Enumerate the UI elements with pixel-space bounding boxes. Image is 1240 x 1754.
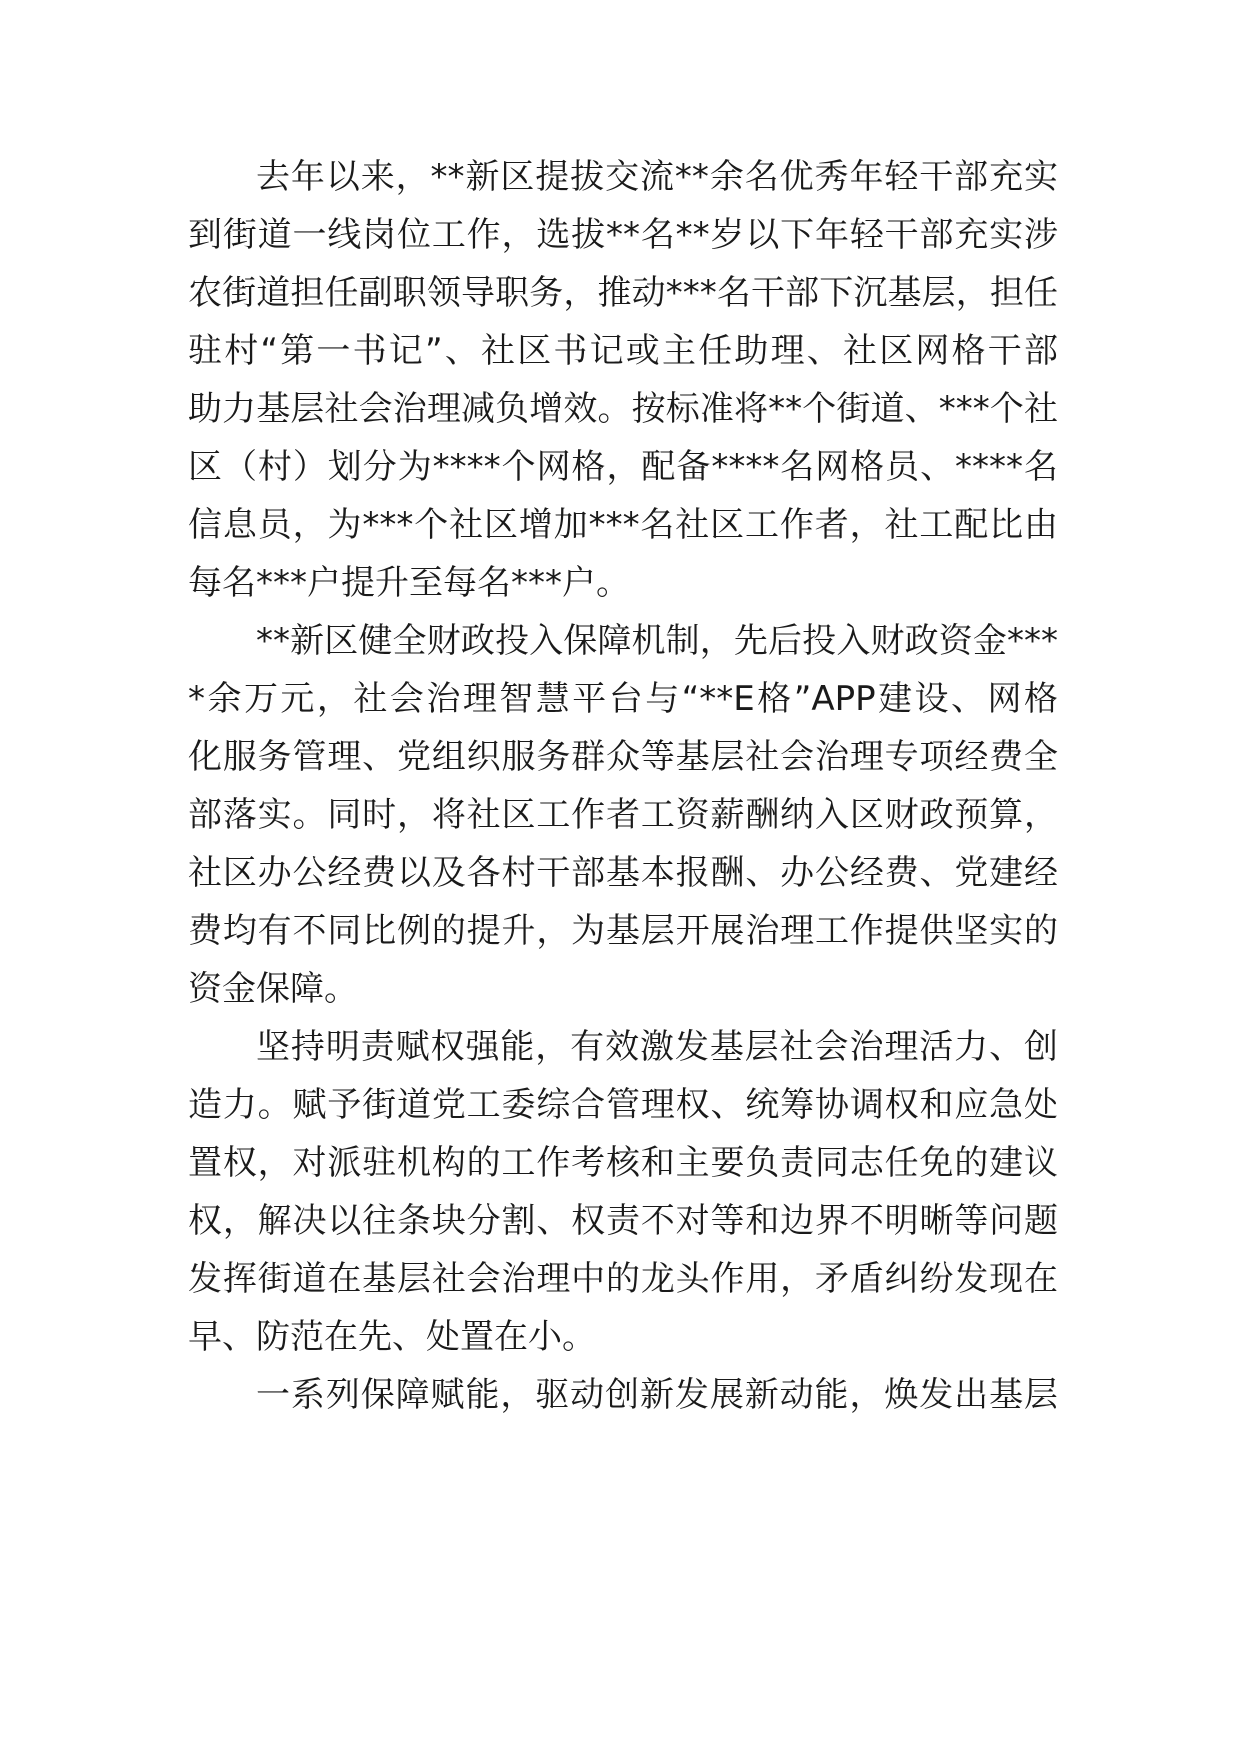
paragraph-2-line-7: 资金保障。 <box>188 969 358 1009</box>
paragraph-3-line-4: 权，解决以往条块分割、权责不对等和边界不明晰等问题 <box>188 1201 1058 1241</box>
paragraph-3-line-2: 造力。赋予街道党工委综合管理权、统筹协调权和应急处 <box>188 1085 1058 1125</box>
paragraph-3-line-6: 早、防范在先、处置在小。 <box>188 1317 596 1357</box>
paragraph-1-line-6: 区（村）划分为****个网格，配备****名网格员、****名 <box>188 447 1058 487</box>
paragraph-1-line-3: 农街道担任副职领导职务，推动***名干部下沉基层，担任 <box>188 273 1058 313</box>
paragraph-4-line-1: 一系列保障赋能，驱动创新发展新动能，焕发出基层 <box>256 1375 1058 1415</box>
paragraph-1-line-8: 每名***户提升至每名***户。 <box>188 563 630 603</box>
paragraph-1-line-1: 去年以来，**新区提拔交流**余名优秀年轻干部充实 <box>256 157 1058 197</box>
paragraph-2-line-6: 费均有不同比例的提升，为基层开展治理工作提供坚实的 <box>188 911 1058 951</box>
paragraph-3-line-5: 发挥街道在基层社会治理中的龙头作用，矛盾纠纷发现在 <box>188 1259 1058 1299</box>
paragraph-2-line-1: **新区健全财政投入保障机制，先后投入财政资金*** <box>256 621 1058 661</box>
paragraph-2-line-5: 社区办公经费以及各村干部基本报酬、办公经费、党建经 <box>188 853 1058 893</box>
paragraph-2-line-3: 化服务管理、党组织服务群众等基层社会治理专项经费全 <box>188 737 1058 777</box>
paragraph-2-line-2: *余万元，社会治理智慧平台与“**E格”APP建设、网格 <box>188 679 1058 719</box>
paragraph-3-line-1: 坚持明责赋权强能，有效激发基层社会治理活力、创 <box>256 1027 1058 1067</box>
paragraph-1-line-4: 驻村“第一书记”、社区书记或主任助理、社区网格干部 <box>188 331 1058 371</box>
paragraph-1-line-2: 到街道一线岗位工作，选拔**名**岁以下年轻干部充实涉 <box>188 215 1058 255</box>
paragraph-2-line-4: 部落实。同时，将社区工作者工资薪酬纳入区财政预算， <box>188 795 1058 835</box>
paragraph-3-line-3: 置权，对派驻机构的工作考核和主要负责同志任免的建议 <box>188 1143 1058 1183</box>
paragraph-1-line-7: 信息员，为***个社区增加***名社区工作者，社工配比由 <box>188 505 1058 545</box>
paragraph-1-line-5: 助力基层社会治理减负增效。按标准将**个街道、***个社 <box>188 389 1058 429</box>
